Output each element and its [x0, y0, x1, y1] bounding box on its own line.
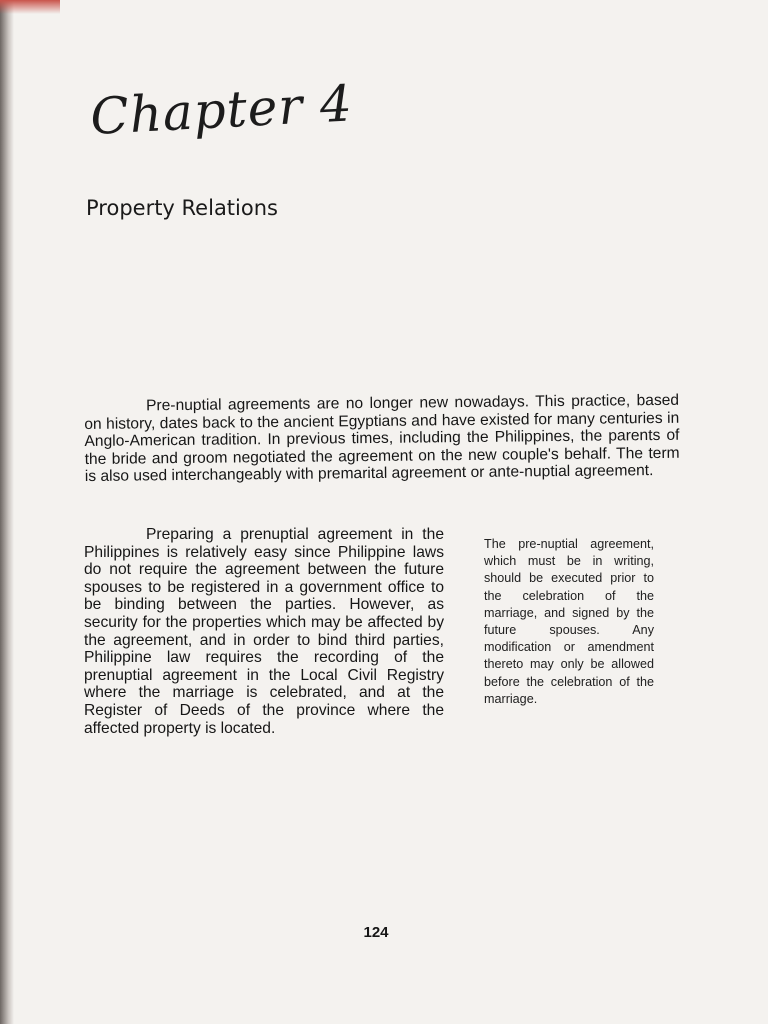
page-binding-shadow — [0, 0, 14, 1024]
chapter-heading: Chapter 4 — [88, 74, 355, 146]
section-title: Property Relations — [86, 196, 278, 220]
body-paragraph: Preparing a prenuptial agreement in the Philippines is relatively easy since Philippine laws do not require the agreement between the future spouses to be registered in a government office to be binding between the parties. However, as security for the properties which may be affected by the agreement, and in order to bind third parties, Philippine law requires the recording of the prenuptial agreement in the Local Civil Registry where the marriage is celebrated, and at the Register of Deeds of the province where the affected property is located. — [84, 526, 444, 737]
intro-paragraph: Pre-nuptial agreements are no longer new nowadays. This practice, based on history, dates back to the ancient Egyptians and have existed for many centuries in Anglo-American tradition. In previous times, including the Philippines, the parents of the bride and groom negotiated the agreement on the new couple's behalf. The term is also used interchangeably with premarital agreement or ante-nuptial agreement. — [84, 391, 680, 486]
page-corner-edge — [0, 0, 60, 14]
sidebar-note: The pre-nuptial agreement, which must be in writing, should be executed prior to the celebration of the marriage, and signed by the future spouses. Any modification or amendment thereto may only be allowed before the celebration of the marriage. — [484, 537, 654, 706]
page-number: 124 — [363, 924, 389, 941]
